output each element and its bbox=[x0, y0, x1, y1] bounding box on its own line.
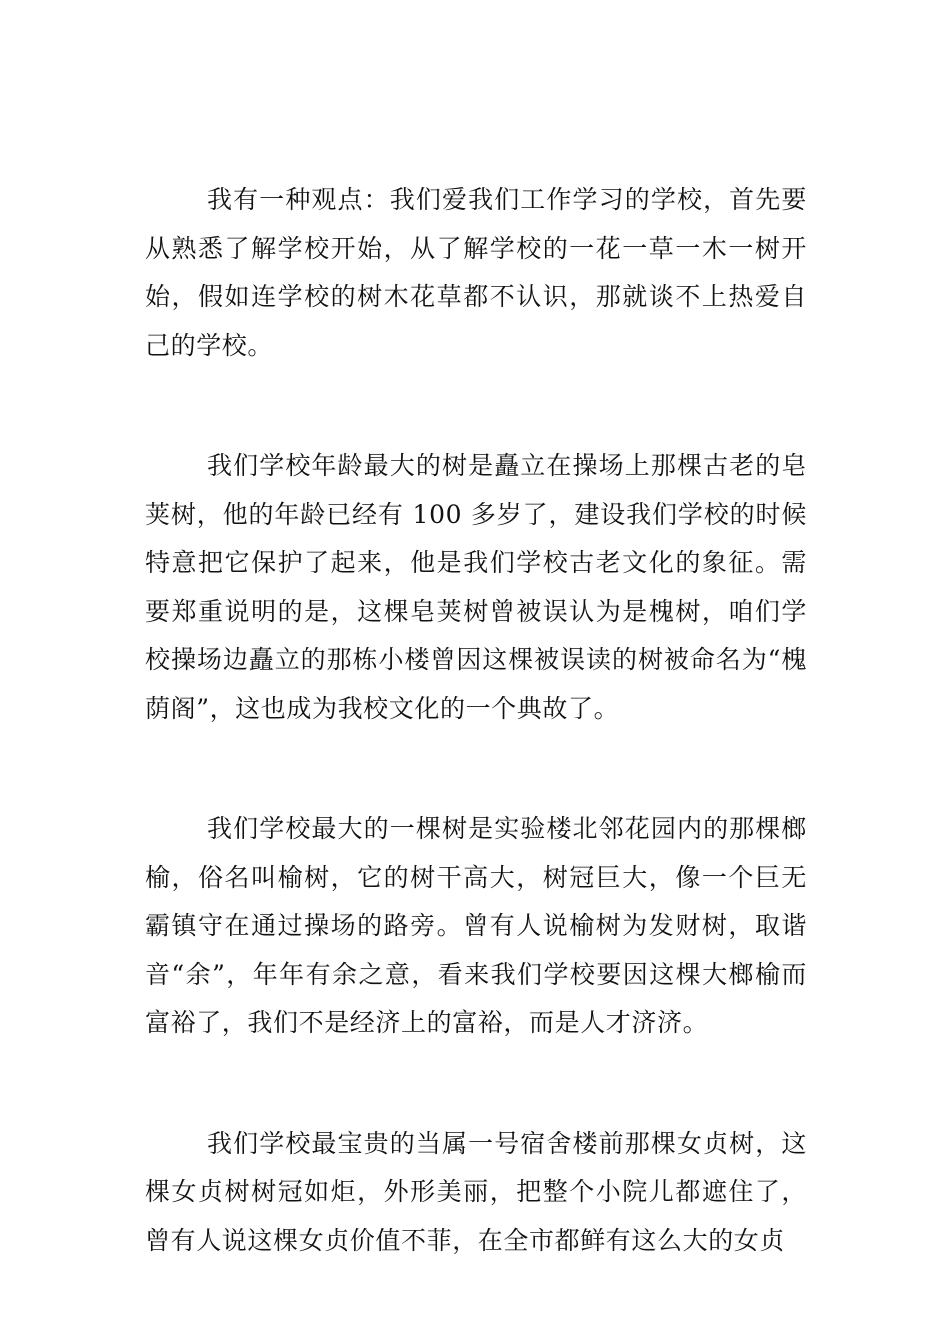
paragraph-2: 我们学校年龄最大的树是矗立在操场上那棵古老的皂荚树，他的年龄已经有 100 多岁了，建设我们学校的时候特意把它保护了起来，他是我们学校古老文化的象征。需要郑重说明的是，这棵皂荚树曾被误认为是槐树，咱们学校操场边矗立的那栋小楼曾因这棵被误读的树被命名为“槐荫阁”，这也成为我校文化的一个典故了。 bbox=[145, 451, 807, 723]
document-body bbox=[145, 176, 807, 1337]
paragraph-1: 我有一种观点：我们爱我们工作学习的学校，首先要从熟悉了解学校开始，从了解学校的一花一草一木一树开始，假如连学校的树木花草都不认识，那就谈不上热爱自己的学校。 bbox=[145, 185, 807, 360]
paragraph-4: 我们学校最宝贵的当属一号宿舍楼前那棵女贞树，这棵女贞树树冠如炬，外形美丽，把整个小院儿都遮住了，曾有人说这棵女贞价值不菲，在全市都鲜有这么大的女贞 bbox=[145, 1128, 807, 1255]
paragraph-3: 我们学校最大的一棵树是实验楼北邻花园内的那棵榔榆，俗名叫榆树，它的树干高大，树冠巨大，像一个巨无霸镇守在通过操场的路旁。曾有人说榆树为发财树，取谐音“余”，年年有余之意，看来我们学校要因这棵大榔榆而富裕了，我们不是经济上的富裕，而是人才济济。 bbox=[145, 814, 807, 1037]
